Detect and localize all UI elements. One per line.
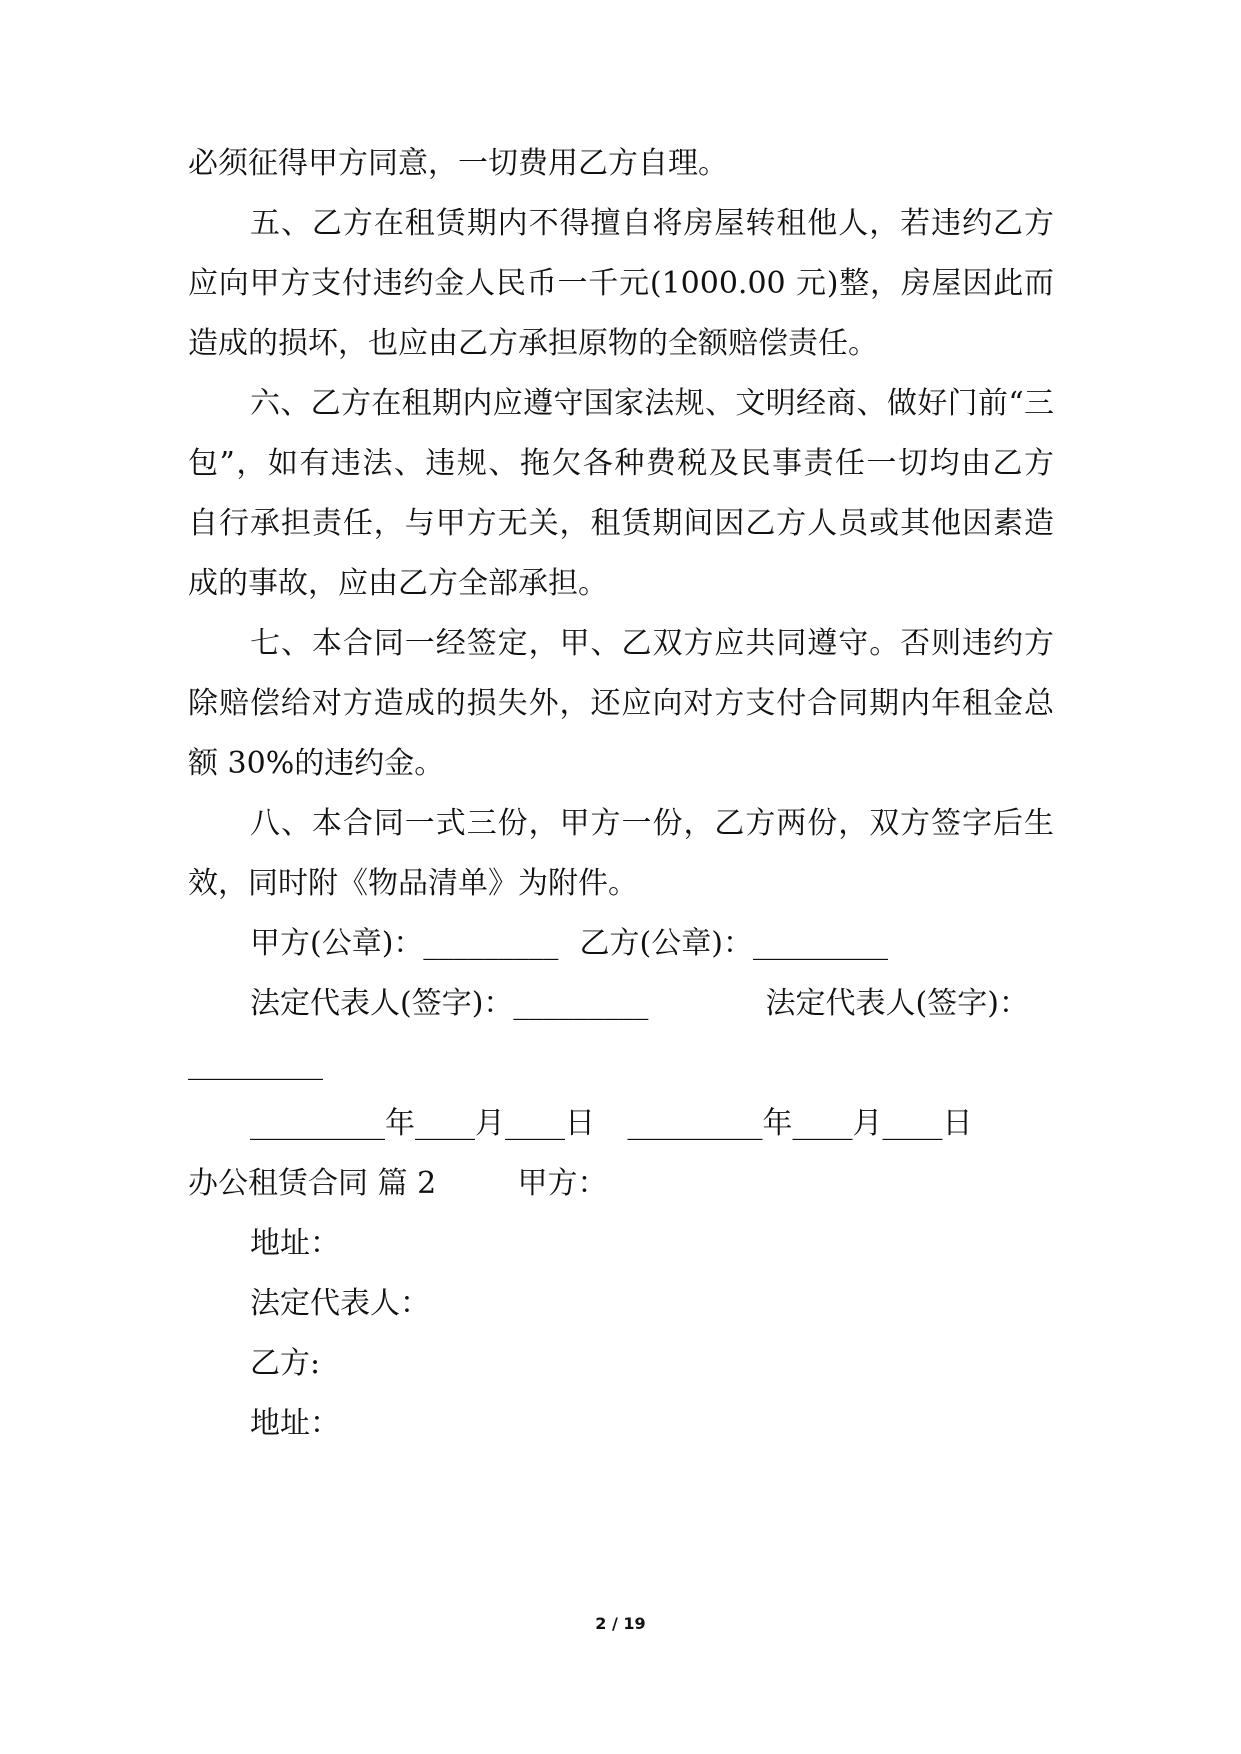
party-a-seal: 甲方(公章)：_________ (250, 926, 559, 961)
paragraph-line: 额 30%的违约金。 (188, 746, 445, 781)
paragraph-line: 效，同时附《物品清单》为附件。 (188, 866, 638, 901)
paragraph-line: 六、乙方在租期内应遵守国家法规、文明经商、做好门前“三 (250, 386, 1054, 421)
paragraph-line: 成的事故，应由乙方全部承担。 (188, 566, 608, 601)
paragraph-line: 必须征得甲方同意，一切费用乙方自理。 (188, 146, 728, 181)
section-2-title: 办公租赁合同 篇 2 (188, 1166, 437, 1201)
section-2-representative: 法定代表人： (250, 1286, 430, 1321)
party-a-representative: 法定代表人(签字)：_________ (250, 986, 649, 1021)
representative-row (250, 984, 1054, 1024)
section-2-party-b: 乙方: (250, 1346, 321, 1381)
paragraph-line: 七、本合同一经签定，甲、乙双方应共同遵守。否则违约方 (250, 626, 1054, 661)
page-number: 2 / 19 (595, 1614, 646, 1633)
paragraph-line: 除赔偿给对方造成的损失外，还应向对方支付合同期内年租金总 (188, 686, 1054, 721)
paragraph-line: 造成的损坏，也应由乙方承担原物的全额赔偿责任。 (188, 326, 878, 361)
paragraph-line: 八、本合同一式三份，甲方一份，乙方两份，双方签字后生 (250, 806, 1054, 841)
party-b-date: _________年____月____日 (627, 1106, 973, 1141)
section-2-heading-row (188, 1164, 1054, 1204)
party-b-representative: 法定代表人(签字)： (765, 986, 1029, 1021)
party-b-seal: 乙方(公章)：_________ (579, 926, 888, 961)
seal-row (250, 924, 1054, 964)
paragraph-line: 五、乙方在租赁期内不得擅自将房屋转租他人，若违约乙方 (250, 206, 1054, 241)
paragraph-line: 应向甲方支付违约金人民币一千元(1000.00 元)整，房屋因此而 (188, 266, 1054, 301)
paragraph-line: 包”，如有违法、违规、拖欠各种费税及民事责任一切均由乙方 (188, 446, 1054, 481)
date-row (250, 1104, 1054, 1144)
party-a-date: _________年____月____日 (250, 1106, 595, 1141)
paragraph-line: 自行承担责任，与甲方无关，租赁期间因乙方人员或其他因素造 (188, 506, 1054, 541)
section-2-party-a: 甲方： (517, 1166, 608, 1201)
section-2-address-b: 地址： (250, 1406, 340, 1441)
section-2-address-a: 地址： (250, 1226, 340, 1261)
party-b-representative-blank: _________ (188, 1046, 323, 1081)
